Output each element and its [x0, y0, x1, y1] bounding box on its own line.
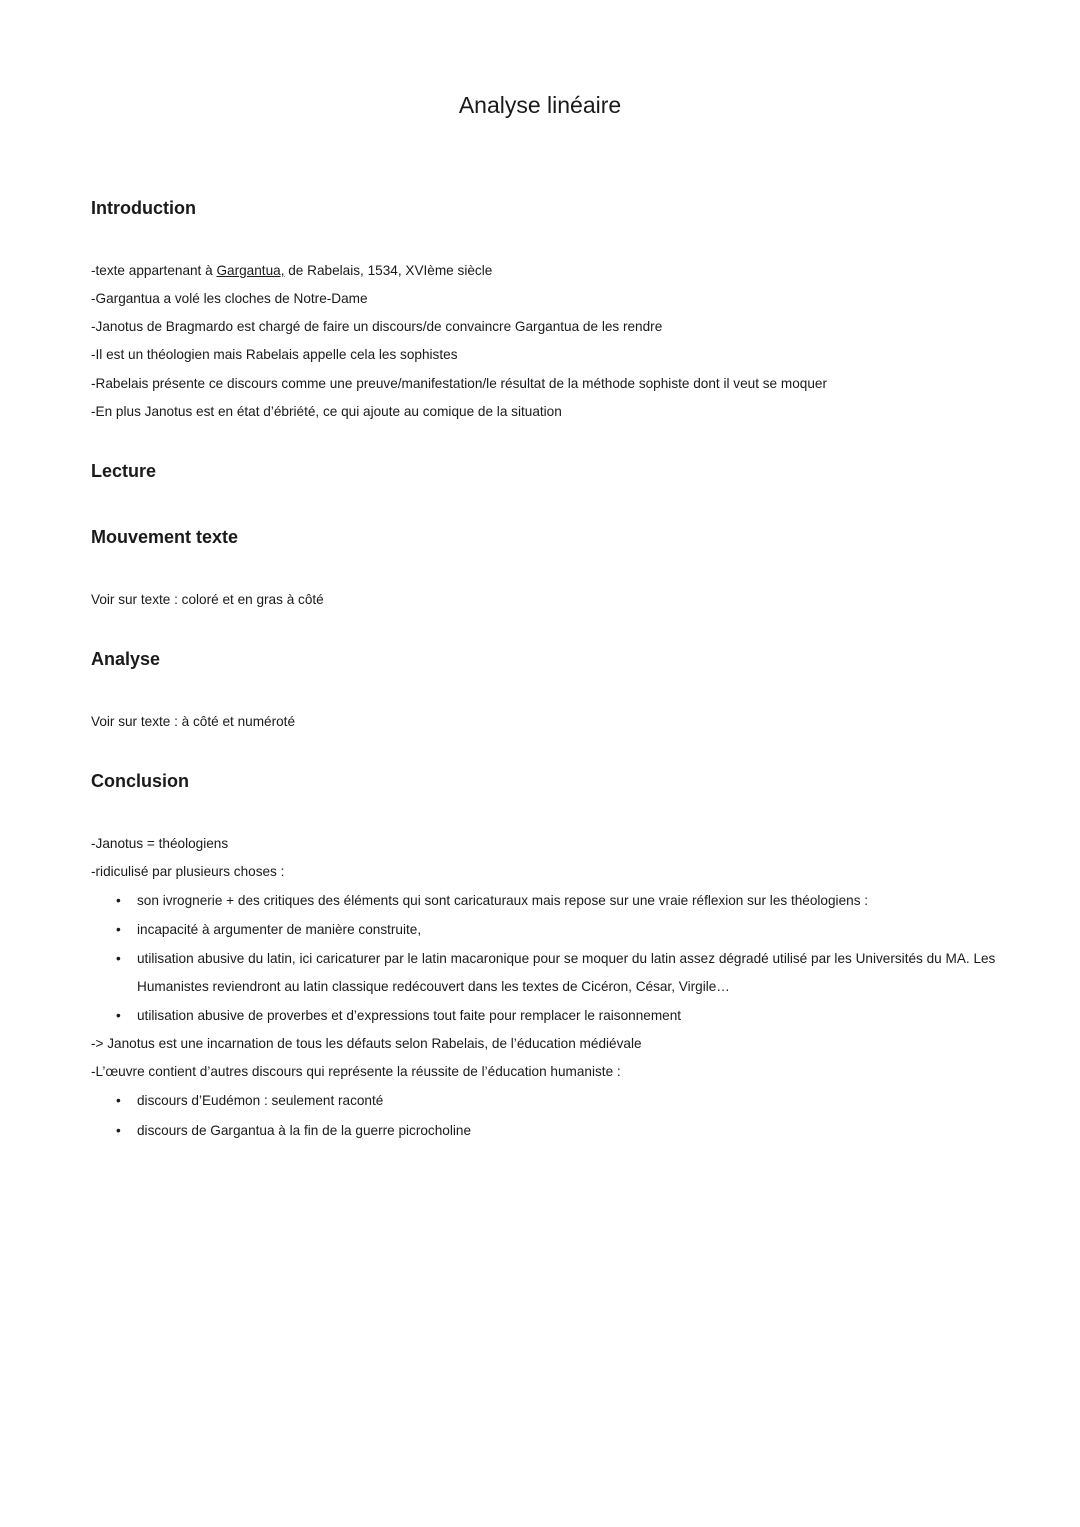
bullet-icon: •: [116, 951, 121, 966]
intro-line-1-prefix: -texte appartenant à: [91, 263, 217, 278]
intro-line-4: -Il est un théologien mais Rabelais appelle cela les sophistes: [91, 347, 458, 362]
conclusion-line-2: -ridiculisé par plusieurs choses :: [91, 864, 285, 879]
list-item-text: utilisation abusive de proverbes et d’expressions tout faite pour remplacer le raisonnement: [137, 1008, 682, 1023]
list-item-text: incapacité à argumenter de manière construite,: [137, 922, 422, 937]
intro-line-6: -En plus Janotus est en état d’ébriété, ce qui ajoute au comique de la situation: [91, 404, 562, 419]
bullet-icon: •: [116, 893, 121, 908]
heading-mouvement-texte: Mouvement texte: [91, 527, 239, 547]
work-title-gargantua: Gargantua,: [216, 263, 285, 278]
list-item-text: discours d’Eudémon : seulement raconté: [137, 1093, 384, 1108]
analyse-text: Voir sur texte : à côté et numéroté: [91, 714, 296, 729]
heading-conclusion: Conclusion: [91, 771, 189, 791]
heading-introduction: Introduction: [91, 198, 196, 218]
intro-line-1: [91, 262, 492, 280]
bullet-icon: •: [116, 1093, 121, 1108]
conclusion-line-4: -L’œuvre contient d’autres discours qui représente la réussite de l’éducation humaniste :: [91, 1064, 621, 1079]
intro-line-1-suffix: de Rabelais, 1534, XVIème siècle: [284, 263, 493, 278]
intro-line-3: -Janotus de Bragmardo est chargé de faire un discours/de convaincre Gargantua de les rendre: [91, 319, 663, 334]
heading-analyse: Analyse: [91, 649, 161, 669]
conclusion-line-3: -> Janotus est une incarnation de tous les défauts selon Rabelais, de l’éducation médiévale: [91, 1036, 642, 1051]
intro-line-5: -Rabelais présente ce discours comme une preuve/manifestation/le résultat de la méthode sophiste dont il veut se moquer: [91, 376, 827, 391]
conclusion-line-1: -Janotus = théologiens: [91, 836, 229, 851]
list-item-text: son ivrognerie + des critiques des éléments qui sont caricaturaux mais repose sur une vraie réflexion sur les théologiens :: [137, 893, 869, 908]
bullet-icon: •: [116, 922, 121, 937]
document-title: Analyse linéaire: [458, 92, 622, 118]
heading-lecture: Lecture: [91, 461, 157, 481]
list-item-text: utilisation abusive du latin, ici caricaturer par le latin macaronique pour se moquer du latin assez dégradé utilisé par les Universités du MA. Les Humanistes reviendront au latin classique redécouvert dans les textes de Cicéron, César, Virgile…: [137, 951, 996, 994]
bullet-icon: •: [116, 1123, 121, 1138]
intro-line-2: -Gargantua a volé les cloches de Notre-Dame: [91, 291, 368, 306]
list-item-text: discours de Gargantua à la fin de la guerre picrocholine: [137, 1123, 472, 1138]
bullet-icon: •: [116, 1008, 121, 1023]
mouvement-text: Voir sur texte : coloré et en gras à côté: [91, 592, 324, 607]
